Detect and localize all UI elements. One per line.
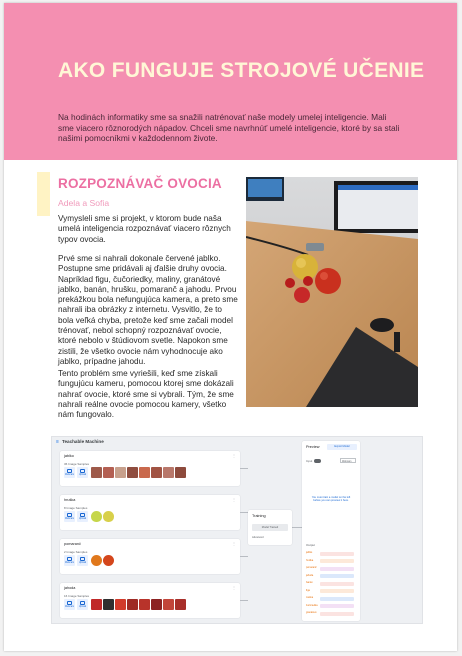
body-paragraph-1: Vymysleli sme si projekt, v ktorom bude naša umelá inteligencia rozpoznávať viacero rôznych typov ovocia. bbox=[58, 214, 231, 244]
sample-count: 16 Image Samples bbox=[64, 594, 90, 598]
class-name[interactable]: hruška bbox=[64, 498, 76, 502]
output-confidence-bar bbox=[320, 612, 354, 616]
class-name[interactable]: pomaranč bbox=[64, 542, 81, 546]
training-panel bbox=[248, 510, 292, 545]
section-authors: Adela a Sofia bbox=[58, 198, 110, 208]
more-options-icon[interactable]: ⋮ bbox=[232, 541, 236, 546]
webcam-button[interactable] bbox=[64, 511, 75, 522]
sample-thumbnail bbox=[103, 467, 114, 478]
output-row-label: pomaranč bbox=[306, 566, 317, 569]
sample-count: 36 Image Samples bbox=[64, 462, 90, 466]
sample-thumbnail bbox=[175, 467, 186, 478]
sample-thumbnail bbox=[139, 599, 150, 610]
webcam-icon bbox=[67, 469, 72, 473]
document-page bbox=[4, 3, 457, 651]
upload-button[interactable] bbox=[77, 467, 88, 478]
output-row-label: granátové bbox=[306, 611, 317, 614]
tm-app-title: Teachable Machine bbox=[62, 439, 104, 444]
sample-thumbnail bbox=[103, 511, 114, 522]
output-row-label: malina bbox=[306, 596, 314, 599]
page-title: AKO FUNGUJE STROJOVÉ UČENIE bbox=[58, 59, 425, 82]
webcam-label: Webcam bbox=[64, 606, 75, 608]
connector-line bbox=[240, 600, 248, 601]
sample-thumbnail bbox=[163, 467, 174, 478]
upload-button[interactable] bbox=[77, 555, 88, 566]
advanced-toggle[interactable]: Advanced bbox=[252, 536, 264, 539]
sample-thumbnail bbox=[151, 599, 162, 610]
fruit-photo bbox=[246, 177, 418, 407]
sample-thumbnail bbox=[151, 467, 162, 478]
sample-thumbnail bbox=[91, 511, 102, 522]
connector-line bbox=[240, 468, 248, 469]
output-row-label: jahoda bbox=[306, 573, 314, 577]
class-card-hruska bbox=[60, 495, 240, 530]
teachable-machine-screenshot bbox=[51, 436, 423, 624]
intro-paragraph: Na hodinách informatiky sme sa snažili natrénovať naše modely umelej inteligencie. Mali sme viacero rôznorodých nápadov. Chceli sme navrhnúť umelé inteligencie, ktoré by sa stali našimi pomocníkmi v každodennom živote. bbox=[58, 112, 400, 144]
sample-thumbnail bbox=[163, 599, 174, 610]
more-options-icon[interactable]: ⋮ bbox=[232, 453, 236, 458]
upload-icon bbox=[80, 557, 85, 561]
input-toggle[interactable] bbox=[314, 459, 321, 463]
upload-icon bbox=[80, 513, 85, 517]
sample-thumbnail bbox=[139, 467, 150, 478]
preview-label: Preview bbox=[306, 445, 320, 449]
sample-thumbnail bbox=[103, 599, 114, 610]
output-row-label: figa bbox=[306, 588, 310, 592]
input-source-select[interactable]: Webcam bbox=[340, 458, 356, 463]
output-label: Output bbox=[306, 543, 316, 547]
upload-button[interactable] bbox=[77, 511, 88, 522]
upload-icon bbox=[80, 469, 85, 473]
upload-label: Upload bbox=[78, 474, 87, 476]
output-row-label: banán bbox=[306, 581, 313, 584]
upload-label: Upload bbox=[78, 518, 87, 520]
preview-panel bbox=[302, 441, 360, 621]
connector-line bbox=[292, 527, 302, 528]
training-label: Training bbox=[252, 514, 266, 518]
class-card-pomaranc bbox=[60, 539, 240, 574]
output-confidence-bar bbox=[320, 589, 354, 593]
webcam-icon bbox=[67, 513, 72, 517]
class-card-jablko bbox=[60, 451, 240, 486]
sample-thumbnail bbox=[91, 599, 102, 610]
output-confidence-bar bbox=[320, 552, 354, 556]
more-options-icon[interactable]: ⋮ bbox=[232, 585, 236, 590]
output-row-label: jablko bbox=[306, 551, 313, 554]
class-name[interactable]: jahoda bbox=[64, 586, 76, 590]
webcam-button[interactable] bbox=[64, 599, 75, 610]
sample-thumbnail bbox=[91, 467, 102, 478]
fruit-photo-illustration bbox=[246, 177, 418, 407]
webcam-icon bbox=[67, 557, 72, 561]
sample-thumbnail bbox=[175, 599, 186, 610]
sample-count: 8 Image Samples bbox=[64, 506, 88, 510]
class-card-jahoda bbox=[60, 583, 240, 618]
upload-button[interactable] bbox=[77, 599, 88, 610]
more-options-icon[interactable]: ⋮ bbox=[232, 497, 236, 502]
input-label: Input bbox=[306, 459, 313, 463]
sample-thumbnail bbox=[115, 467, 126, 478]
upload-label: Upload bbox=[78, 606, 87, 608]
output-confidence-bar bbox=[320, 574, 354, 578]
tm-header bbox=[52, 437, 422, 447]
output-confidence-bar bbox=[320, 567, 354, 571]
sample-thumbnail bbox=[103, 555, 114, 566]
section-accent-bar bbox=[37, 172, 50, 216]
output-row-label: hruška bbox=[306, 558, 314, 562]
output-confidence-bar bbox=[320, 559, 354, 563]
webcam-label: Webcam bbox=[64, 474, 75, 476]
webcam-icon bbox=[67, 601, 72, 605]
header-banner bbox=[4, 3, 457, 160]
output-row-label: čučoriedka bbox=[306, 603, 318, 607]
menu-icon[interactable]: ≡ bbox=[56, 439, 59, 445]
body-paragraph-2: Prvé sme si nahrali dokonale červené jablko. Postupne sme pridávali aj ďalšie druhy ovocia. Napríklad figu, čučoriedky, maliny, granátové jablko, banán, hrušku, pomaranč a jahodu. Prvou prekážkou bola nefungujúca kamera, a preto sme nahrali iba obrázky z internetu. Vysvitlo, že to bola veľká chyba, pretože keď sme začali model trénovať, nebol schopný rozpoznávať ovocie, ktoré nebolo v štúdiovom svetle. Napokon sme zistili, že všetko ovocie nám vyhodnocuje ako jablko, prípadne jahodu. bbox=[58, 254, 238, 366]
sample-count: 2 Image Samples bbox=[64, 550, 88, 554]
webcam-button[interactable] bbox=[64, 555, 75, 566]
body-paragraph-3: Tento problém sme vyriešili, keď sme získali fungujúcu kameru, pomocou ktorej sme dokázali nahrať ovocie, ktoré sme si vybrali. Tým, že sme nahrali reálne ovocie pomocou kamery, všetko nám fungovalo. bbox=[58, 369, 234, 420]
upload-icon bbox=[80, 601, 85, 605]
sample-thumbnail bbox=[127, 467, 138, 478]
sample-thumbnail bbox=[91, 555, 102, 566]
output-confidence-bar bbox=[320, 597, 354, 601]
connector-line bbox=[240, 512, 248, 513]
sample-thumbnail bbox=[127, 599, 138, 610]
connector-line bbox=[240, 556, 248, 557]
webcam-button[interactable] bbox=[64, 467, 75, 478]
output-confidence-bar bbox=[320, 604, 354, 608]
upload-label: Upload bbox=[78, 562, 87, 564]
train-model-button[interactable]: Model Trained bbox=[252, 524, 288, 531]
webcam-label: Webcam bbox=[64, 562, 75, 564]
section-title: ROZPOZNÁVAČ OVOCIA bbox=[58, 176, 222, 191]
preview-message: You must train a model on the left before you can preview it here. bbox=[311, 496, 351, 503]
sample-thumbnail bbox=[115, 599, 126, 610]
webcam-label: Webcam bbox=[64, 518, 75, 520]
export-model-button[interactable]: Export Model bbox=[327, 444, 357, 450]
output-confidence-bar bbox=[320, 582, 354, 586]
class-name[interactable]: jablko bbox=[64, 454, 74, 458]
